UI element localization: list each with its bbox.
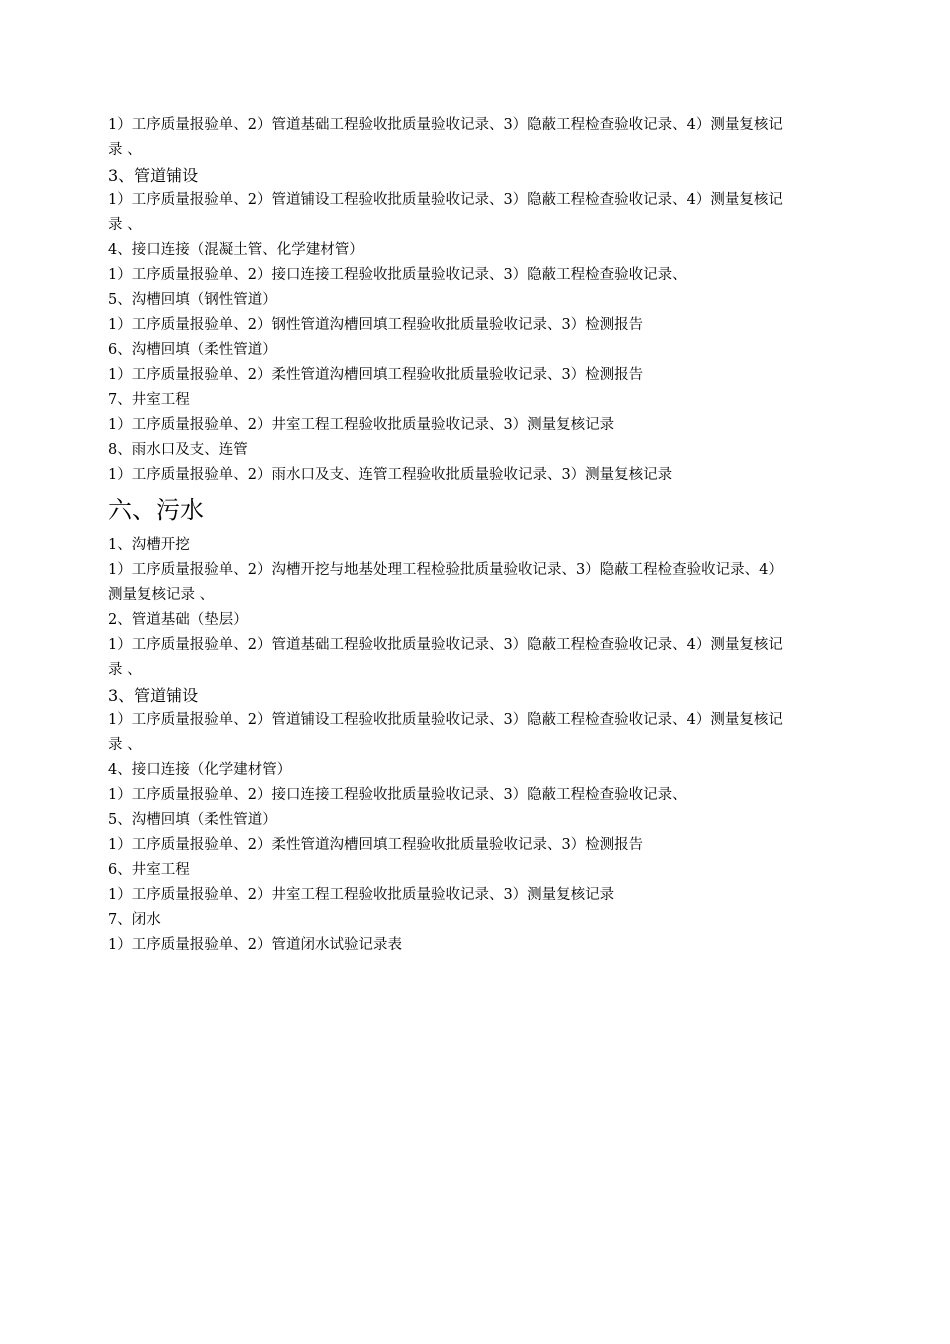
- section-heading: 六、污水: [108, 496, 204, 524]
- subheading: 5、沟槽回填（柔性管道）: [108, 812, 277, 828]
- text-line: 1）工序质量报验单、2）管道铺设工程验收批质量验收记录、3）隐蔽工程检查验收记录、4）测量复核记: [108, 712, 783, 728]
- text-line: 1）工序质量报验单、2）管道基础工程验收批质量验收记录、3）隐蔽工程检查验收记录、4）测量复核记: [108, 637, 783, 653]
- subheading: 5、沟槽回填（钢性管道）: [108, 292, 277, 308]
- text-line: 1）工序质量报验单、2）柔性管道沟槽回填工程验收批质量验收记录、3）检测报告: [108, 837, 644, 853]
- subheading: 4、接口连接（化学建材管）: [108, 762, 292, 778]
- text-line: 录 、: [108, 142, 142, 158]
- text-line: 录 、: [108, 662, 142, 678]
- text-line: 1）工序质量报验单、2）沟槽开挖与地基处理工程检验批质量验收记录、3）隐蔽工程检查验收记录、4）: [108, 562, 783, 578]
- subheading: 3、管道铺设: [108, 166, 199, 185]
- subheading: 1、沟槽开挖: [108, 537, 190, 553]
- text-line: 1）工序质量报验单、2）管道铺设工程验收批质量验收记录、3）隐蔽工程检查验收记录、4）测量复核记: [108, 192, 783, 208]
- text-line: 1）工序质量报验单、2）接口连接工程验收批质量验收记录、3）隐蔽工程检查验收记录、: [108, 267, 687, 283]
- subheading: 2、管道基础（垫层）: [108, 612, 248, 628]
- text-line: 1）工序质量报验单、2）柔性管道沟槽回填工程验收批质量验收记录、3）检测报告: [108, 367, 644, 383]
- subheading: 8、雨水口及支、连管: [108, 442, 248, 458]
- subheading: 7、井室工程: [108, 392, 190, 408]
- text-line: 1）工序质量报验单、2）接口连接工程验收批质量验收记录、3）隐蔽工程检查验收记录、: [108, 787, 687, 803]
- document-page: [108, 113, 853, 958]
- subheading: 6、沟槽回填（柔性管道）: [108, 342, 277, 358]
- text-line: 1）工序质量报验单、2）井室工程工程验收批质量验收记录、3）测量复核记录: [108, 887, 615, 903]
- text-line: 1）工序质量报验单、2）管道闭水试验记录表: [108, 937, 402, 953]
- text-line: 录 、: [108, 737, 142, 753]
- text-line: 1）工序质量报验单、2）管道基础工程验收批质量验收记录、3）隐蔽工程检查验收记录、4）测量复核记: [108, 117, 783, 133]
- text-line: 1）工序质量报验单、2）钢性管道沟槽回填工程验收批质量验收记录、3）检测报告: [108, 317, 644, 333]
- subheading: 7、闭水: [108, 912, 161, 928]
- text-line: 1）工序质量报验单、2）雨水口及支、连管工程验收批质量验收记录、3）测量复核记录: [108, 467, 673, 483]
- text-line: 测量复核记录 、: [108, 587, 215, 603]
- text-line: 1）工序质量报验单、2）井室工程工程验收批质量验收记录、3）测量复核记录: [108, 417, 615, 433]
- subheading: 3、管道铺设: [108, 686, 199, 705]
- text-line: 录 、: [108, 217, 142, 233]
- subheading: 6、井室工程: [108, 862, 190, 878]
- subheading: 4、接口连接（混凝土管、化学建材管）: [108, 242, 364, 258]
